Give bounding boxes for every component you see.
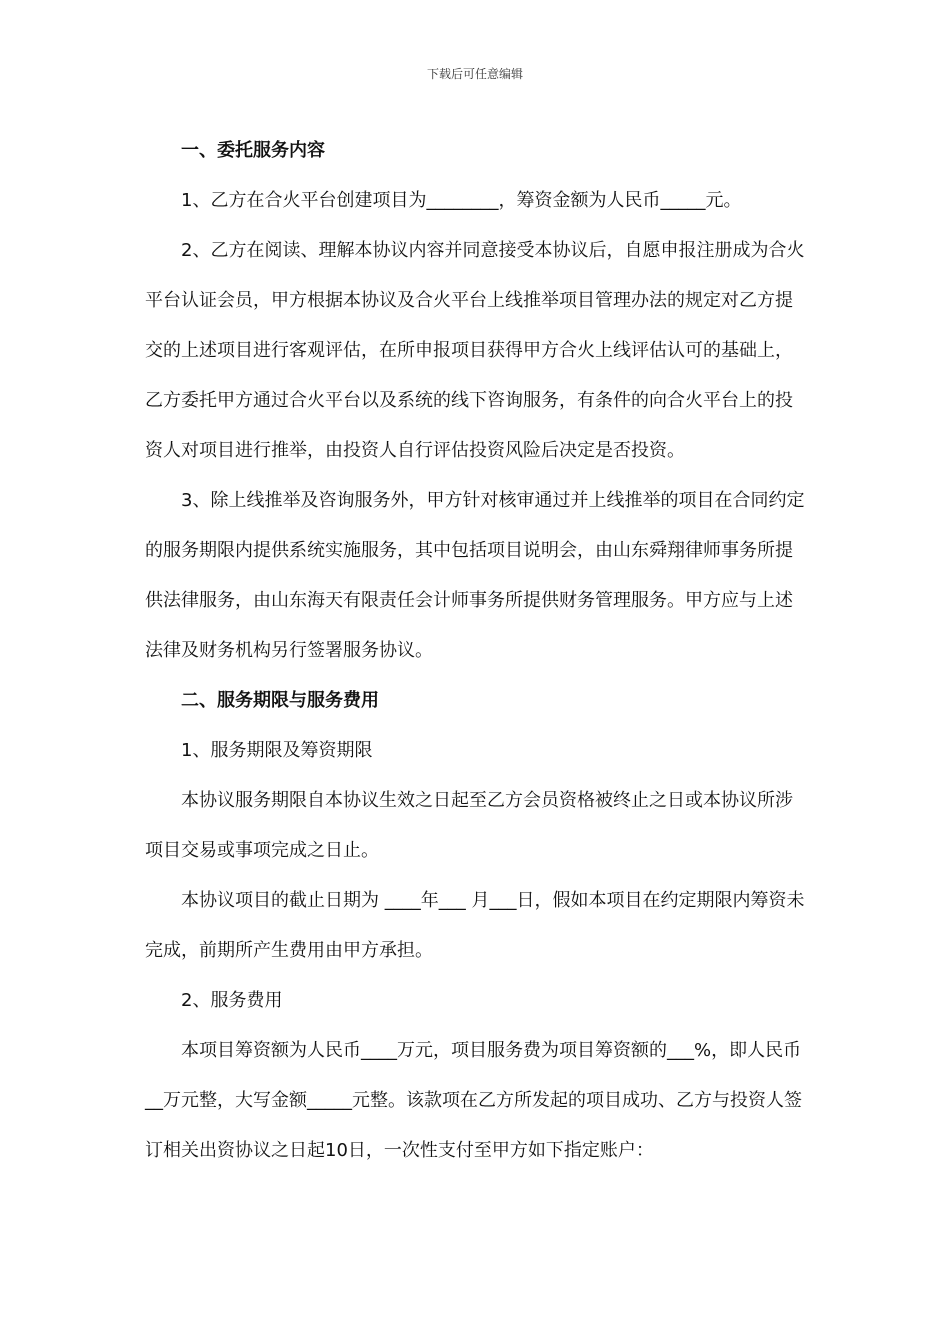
paragraph: 本项目筹资额为人民币____万元，项目服务费为项目筹资额的___%，即人民币__万元整，大写金额_____元整。该款项在乙方所发起的项目成功、乙方与投资人签订相关出资协议之日起10日，一次性支付至甲方如下指定账户： [145, 1040, 802, 1161]
section-heading: 二、服务期限与服务费用 [181, 690, 379, 711]
header-note: 下载后可任意编辑 [426, 67, 523, 81]
paragraph: 1、乙方在合火平台创建项目为________，筹资金额为人民币_____元。 [181, 190, 742, 211]
section-heading: 一、委托服务内容 [181, 140, 325, 161]
document-body [145, 126, 810, 1176]
subsection-heading: 2、服务费用 [181, 990, 283, 1011]
paragraph: 本协议项目的截止日期为 ____年___ 月___日，假如本项目在约定期限内筹资未完成，前期所产生费用由甲方承担。 [145, 890, 805, 961]
paragraph: 2、乙方在阅读、理解本协议内容并同意接受本协议后，自愿申报注册成为合火平台认证会员，甲方根据本协议及合火平台上线推举项目管理办法的规定对乙方提交的上述项目进行客观评估，在所申报项目获得甲方合火上线评估认可的基础上，乙方委托甲方通过合火平台以及系统的线下咨询服务，有条件的向合火平台上的投资人对项目进行推举，由投资人自行评估投资风险后决定是否投资。 [145, 240, 805, 461]
paragraph: 本协议服务期限自本协议生效之日起至乙方会员资格被终止之日或本协议所涉项目交易或事项完成之日止。 [145, 790, 793, 861]
paragraph: 3、除上线推举及咨询服务外，甲方针对核审通过并上线推举的项目在合同约定的服务期限内提供系统实施服务，其中包括项目说明会，由山东舜翔律师事务所提供法律服务，由山东海天有限责任会计师事务所提供财务管理服务。甲方应与上述法律及财务机构另行签署服务协议。 [145, 490, 805, 661]
subsection-heading: 1、服务期限及筹资期限 [181, 740, 373, 761]
